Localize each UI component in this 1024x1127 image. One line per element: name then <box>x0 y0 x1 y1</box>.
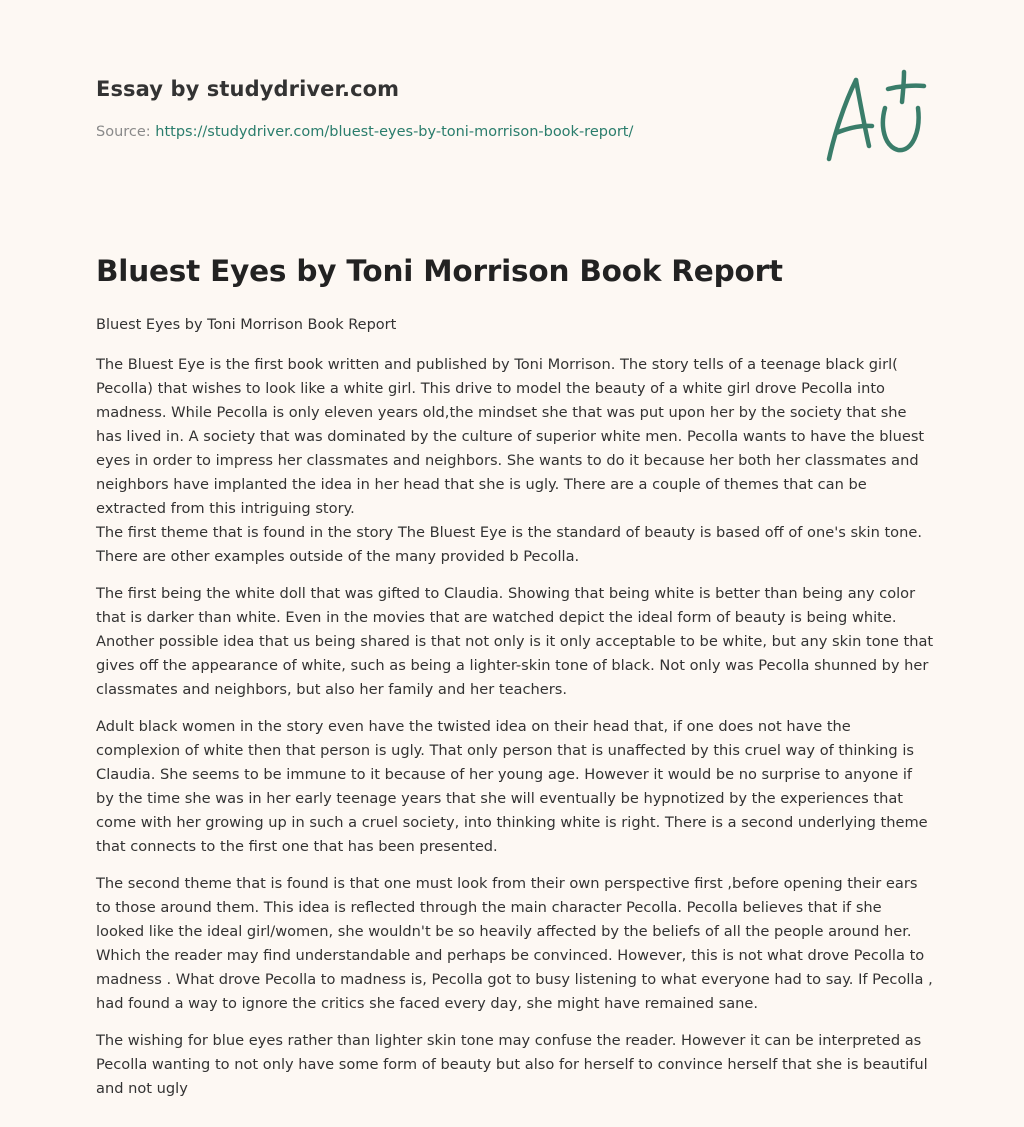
paragraph: Adult black women in the story even have the twisted idea on their head that, if one does not have the complexion of white then that person is ugly. That only person that is unaffected by this cruel way of thinking is Claudia. She seems to be immune to it because of her young age. However it would be no surprise to anyone if by the time she was in her early teenage years that she will eventually be hypnotized by the experiences that come with her growing up in such a cruel society, into thinking white is right. There is a second underlying theme that connects to the first one that has been presented. <box>96 718 928 855</box>
essay-body <box>96 353 934 1114</box>
a-plus-logo-icon <box>822 66 928 166</box>
paragraph: The Bluest Eye is the first book written and published by Toni Morrison. The story tells of a teenage black girl( Pecolla) that wishes to look like a white girl. This drive to model the beauty of a white girl drove Pecolla into madness. While Pecolla is only eleven years old,the mindset she that was put upon her by the society that she has lived in. A society that was dominated by the culture of superior white men. Pecolla wants to have the bluest eyes in order to impress her classmates and neighbors. She wants to do it because her both her classmates and neighbors have implanted the idea in her head that she is ugly. There are a couple of themes that can be extracted from this intriguing story. <box>96 356 925 517</box>
paragraph: The first theme that is found in the story The Bluest Eye is the standard of beauty is based off of one's skin tone. There are other examples outside of the many provided b Pecolla. <box>96 524 922 565</box>
source-label: Source: <box>96 124 151 140</box>
site-brand: Essay by studydriver.com <box>96 77 400 101</box>
paragraph: The second theme that is found is that one must look from their own perspective first ,before opening their ears to those around them. This idea is reflected through the main character Pecolla. Pecolla believes that if she looked like the ideal girl/women, she wouldn't be so heavily affected by the beliefs of all the people around her. Which the reader may find understandable and perhaps be convinced. However, this is not what drove Pecolla to madness . What drove Pecolla to madness is, Pecolla got to busy listening to what everyone had to say. If Pecolla , had found a way to ignore the critics she faced every day, she might have remained sane. <box>96 875 933 1012</box>
paragraph: The wishing for blue eyes rather than lighter skin tone may confuse the reader. However it can be interpreted as Pecolla wanting to not only have some form of beauty but also for herself to convince herself that she is beautiful and not ugly <box>96 1032 928 1097</box>
page-title: Bluest Eyes by Toni Morrison Book Report <box>96 254 783 288</box>
document-subtitle: Bluest Eyes by Toni Morrison Book Report <box>96 317 397 333</box>
source-link[interactable]: https://studydriver.com/bluest-eyes-by-toni-morrison-book-report/ <box>155 124 634 140</box>
paragraph: The first being the white doll that was gifted to Claudia. Showing that being white is better than being any color that is darker than white. Even in the movies that are watched depict the ideal form of beauty is being white. Another possible idea that us being shared is that not only is it only acceptable to be white, but any skin tone that gives off the appearance of white, such as being a lighter-skin tone of black. Not only was Pecolla shunned by her classmates and neighbors, but also her family and her teachers. <box>96 585 934 698</box>
source-line <box>96 124 633 140</box>
